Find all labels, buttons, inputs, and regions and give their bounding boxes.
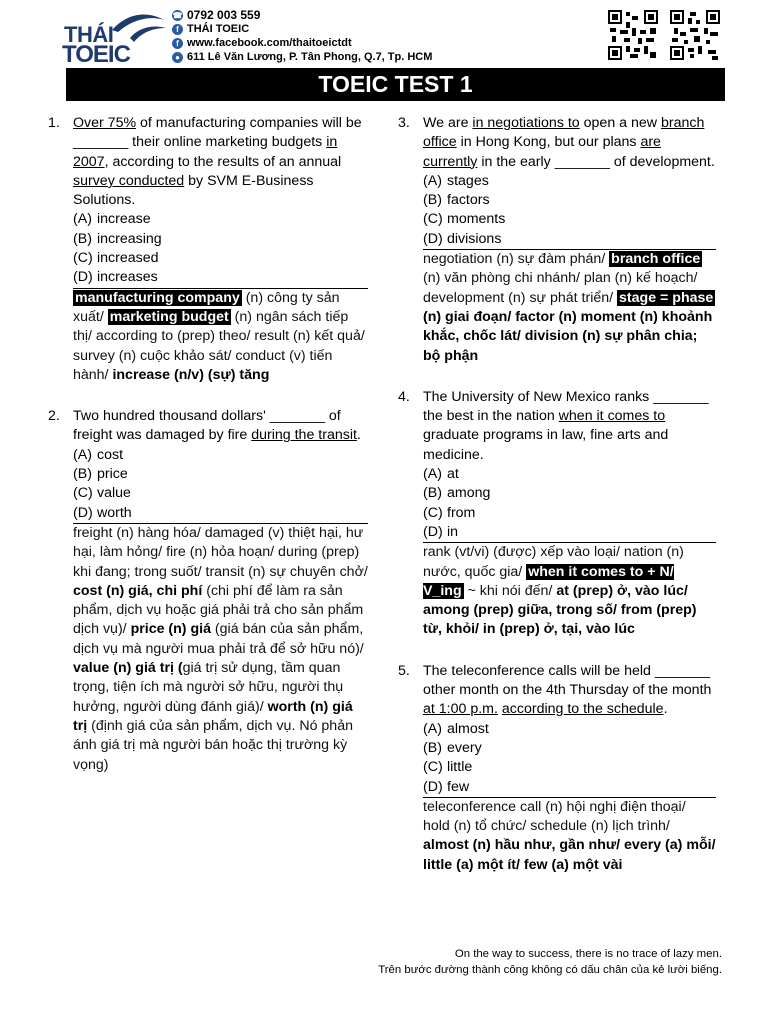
contact-info: [172, 8, 432, 64]
question-body: [423, 114, 716, 249]
contact-facebook-name: f THÁI TOEIC: [172, 22, 432, 36]
answer-option-letter: (A): [423, 172, 442, 189]
answer-option-letter: (C): [423, 211, 443, 228]
question-text: The University of New Mexico ranks _______ the best in the nation: [423, 388, 709, 425]
answer-option-letter: (B): [73, 230, 92, 247]
vocab-text: teleconference call (n) hội nghị điện thoại/ hold (n) tổ chức/ schedule (n) lịch trình/: [423, 798, 686, 835]
answer-option-letter: (D): [423, 230, 443, 247]
answer-option-letter: (B): [423, 192, 442, 209]
vocab-highlight: branch office: [611, 251, 701, 268]
vocab-text: freight (n) hàng hóa/ damaged (v) thiệt hại, hư hại, làm hỏng/ fire (n) hỏa hoạn/ during (prep) khi đang; trong suốt/ transit (n) sự chuyên chở/: [73, 524, 368, 580]
question-stem: [423, 662, 716, 720]
answer-option-text: increased: [97, 250, 159, 267]
answer-option[interactable]: [73, 249, 368, 268]
page-title: TOEIC TEST 1: [66, 68, 725, 101]
vocab-text: (n) ngân sách tiếp thị/ according to (prep) theo/ result (n) kết quả/ survey (n) cuộc khảo sát/ conduct (v) tiến hành/: [73, 308, 365, 383]
answer-option-text: value: [97, 485, 131, 502]
answer-option-letter: (D): [73, 504, 93, 521]
right-column: [398, 114, 716, 875]
question-spacer: [398, 640, 716, 662]
question-item: [398, 114, 716, 249]
answer-option[interactable]: [423, 739, 716, 758]
vocabulary-notes: [73, 523, 368, 775]
answer-option-text: increase: [97, 211, 151, 228]
answer-option-letter: (C): [423, 504, 443, 521]
underlined-phrase: are currently: [423, 134, 661, 170]
footer-quote-en: On the way to success, there is no trace of lazy men.: [454, 948, 722, 960]
question-text: of manufacturing companies will be _______ their online marketing budgets: [73, 115, 362, 151]
qr-code-icon: [608, 10, 658, 60]
answer-option[interactable]: [423, 778, 716, 797]
vocab-text: (n) công ty sản xuất/: [73, 289, 340, 325]
answer-option-letter: (A): [423, 466, 442, 483]
answer-option-text: moments: [447, 211, 506, 228]
vocab-bold: (n) giai đoạn/ factor (n) moment (n) khoảnh khắc, chốc lát/ division (n) sự phân chia; bộ phận: [423, 308, 713, 364]
question-text: We are: [423, 115, 473, 131]
answer-option[interactable]: [73, 210, 368, 229]
vocab-highlight: marketing budget: [109, 308, 229, 325]
question-spacer: [398, 366, 716, 388]
underlined-phrase: at 1:00 p.m.: [423, 701, 498, 718]
vocab-text: (giá bán của sản phẩm, dịch vụ mà người mua phải trả để sở hữu nó)/: [73, 621, 364, 657]
answer-option-letter: (B): [423, 485, 442, 502]
contact-facebook-url[interactable]: f www.facebook.com/thaitoeictdt: [172, 36, 432, 50]
question-text: in the early _______ of development.: [477, 153, 715, 170]
vocab-bold: cost (n) giá, chi phí: [73, 582, 203, 599]
question-number: 4.: [398, 388, 410, 405]
vocab-text: ~ khi nói đến/: [463, 582, 557, 599]
question-number: 5.: [398, 662, 410, 679]
question-body: [423, 662, 716, 797]
answer-option-letter: (C): [73, 250, 93, 267]
underlined-phrase: in 2007: [73, 134, 338, 170]
underlined-phrase: survey conducted: [73, 172, 185, 189]
answer-option-letter: (D): [423, 778, 443, 795]
contact-phone: ☎ 0792 003 559: [172, 8, 261, 22]
question-stem: [423, 114, 716, 172]
answer-option-text: price: [97, 466, 128, 483]
answer-option-text: cost: [97, 446, 124, 463]
vocab-text: (chi phí để làm ra sản phẩm, dịch vụ hoặc giá phải trả cho sản phẩm dịch vụ)/: [73, 582, 364, 638]
question-text: by SVM E-Business Solutions.: [73, 172, 314, 209]
answer-option[interactable]: [73, 504, 368, 523]
answer-option-letter: (A): [73, 446, 92, 463]
answer-option-letter: (C): [423, 759, 443, 776]
answer-option-letter: (B): [423, 739, 442, 756]
answer-option-text: every: [447, 739, 482, 756]
question-text: graduate programs in law, fine arts and medicine.: [423, 427, 669, 463]
answer-option-letter: (B): [73, 466, 92, 483]
question-text: The teleconference calls will be held _______ other month on the 4th Thursday of the month: [423, 662, 712, 699]
answer-option[interactable]: [73, 268, 368, 287]
answer-option[interactable]: [423, 484, 716, 503]
answer-option[interactable]: [423, 172, 716, 191]
vocab-text: negotiation (n) sự đàm phán/: [423, 251, 610, 268]
vocab-bold: at (prep) ở, vào lúc/ among (prep) giữa, trong số/ from (prep) từ, khỏi/ in (prep) ở, tại, vào lúc: [423, 582, 697, 638]
answer-option-text: few: [447, 778, 470, 795]
brand-logo: [62, 8, 170, 68]
logo-text-bottom: TOEIC: [62, 41, 130, 68]
question-body: [73, 114, 368, 288]
answer-option-letter: (C): [73, 485, 93, 502]
answer-option-text: little: [447, 759, 473, 776]
answer-option[interactable]: [423, 720, 716, 739]
answer-option-letter: (D): [73, 269, 93, 286]
vocab-text: rank (vt/vi) (được) xếp vào loại/ nation (n) nước, quốc gia/: [423, 544, 684, 580]
answer-option-text: worth: [97, 504, 132, 521]
answer-option[interactable]: [423, 465, 716, 484]
answer-option[interactable]: [423, 523, 716, 542]
vocabulary-notes: [423, 542, 716, 639]
answer-option-text: divisions: [447, 230, 502, 247]
vocab-bold: price (n) giá: [130, 621, 211, 638]
vocab-text: (n) văn phòng chi nhánh/ plan (n) kế hoạch/ development (n) sự phát triển/: [423, 270, 698, 306]
vocab-bold: increase (n/v) (sự) tăng: [112, 366, 270, 383]
question-item: [398, 388, 716, 542]
answer-option-text: among: [447, 485, 491, 502]
facebook-icon: f: [172, 38, 183, 49]
answer-option[interactable]: [423, 191, 716, 210]
logo-text-top: THÁI: [64, 22, 114, 47]
question-number: 2.: [48, 408, 60, 425]
underlined-phrase: branch office: [423, 115, 705, 151]
answer-option-text: factors: [447, 192, 490, 209]
question-body: [423, 388, 716, 542]
underlined-phrase: when it comes to: [558, 408, 666, 425]
vocab-highlight: when it comes to + N/ V_ing: [423, 563, 674, 599]
question-item: [398, 662, 716, 797]
answer-option-text: stages: [447, 172, 489, 189]
answer-option[interactable]: [73, 446, 368, 465]
vocabulary-notes: [73, 288, 368, 385]
question-item: [48, 114, 368, 288]
answer-option-text: in: [447, 523, 459, 540]
vocab-highlight: stage = phase: [619, 289, 714, 306]
question-stem: [423, 388, 716, 465]
answer-option[interactable]: [73, 230, 368, 249]
answer-option[interactable]: [423, 230, 716, 249]
question-item: [48, 407, 368, 523]
facebook-icon: f: [172, 24, 183, 35]
vocab-highlight: manufacturing company: [75, 289, 240, 306]
vocabulary-notes: [423, 797, 716, 875]
answer-option[interactable]: [423, 758, 716, 777]
footer-quote-vi: Trên bước đường thành công không có dấu chân của kẻ lười biếng.: [378, 964, 722, 976]
left-column: [48, 114, 368, 775]
question-number: 3.: [398, 115, 410, 131]
contact-address: ● 611 Lê Văn Lương, P. Tân Phong, Q.7, Tp. HCM: [172, 50, 432, 64]
vocab-text: (định giá của sản phẩm, dịch vụ. Nó phản ánh giá trị mà người bán hoặc thị trường kỳ vọng): [73, 717, 353, 773]
vocab-bold: almost (n) hầu như, gần như/ every (a) mỗi/ little (a) một ít/ few (a) một vài: [423, 837, 716, 873]
answer-option-letter: (D): [423, 523, 443, 540]
answer-option-text: almost: [447, 720, 489, 737]
question-spacer: [48, 385, 368, 407]
underlined-phrase: Over 75%: [73, 115, 137, 131]
answer-option-text: increasing: [97, 230, 162, 247]
question-number: 1.: [48, 115, 60, 131]
vocabulary-notes: [423, 249, 716, 366]
answer-option-letter: (A): [423, 720, 442, 737]
answer-option-letter: (A): [73, 211, 92, 228]
question-text: open a new: [579, 115, 661, 131]
location-pin-icon: ●: [172, 52, 183, 63]
answer-option-text: at: [447, 466, 459, 483]
question-stem: [73, 407, 368, 446]
footer-quote: [378, 946, 722, 978]
vocab-bold: value (n) giá trị (: [73, 660, 183, 677]
question-text: .: [356, 427, 361, 444]
vocab-text: giá trị sử dụng, tầm quan trọng, tiện ích mà người sở hữu, người thụ hưởng, người dùng đánh giá)/: [73, 660, 344, 715]
underlined-phrase: in negotiations to: [472, 115, 580, 131]
answer-option[interactable]: [73, 484, 368, 503]
question-text: , according to the results of an annual: [104, 153, 342, 170]
question-body: [73, 407, 368, 523]
answer-option[interactable]: [423, 210, 716, 229]
underlined-phrase: during the transit: [251, 427, 357, 444]
answer-option-text: from: [447, 504, 476, 521]
question-text: .: [663, 701, 668, 718]
phone-icon: ☎: [172, 10, 183, 20]
question-stem: [73, 114, 368, 210]
answer-option-text: increases: [97, 269, 158, 286]
qr-code-icon: [670, 10, 720, 60]
vocab-bold: worth (n) giá trị: [73, 698, 353, 734]
question-text: Two hundred thousand dollars' _______ of freight was damaged by fire: [73, 408, 341, 444]
answer-option[interactable]: [423, 504, 716, 523]
underlined-phrase: according to the schedule: [501, 701, 664, 718]
answer-option[interactable]: [73, 465, 368, 484]
question-text: in Hong Kong, but our plans: [456, 134, 641, 151]
